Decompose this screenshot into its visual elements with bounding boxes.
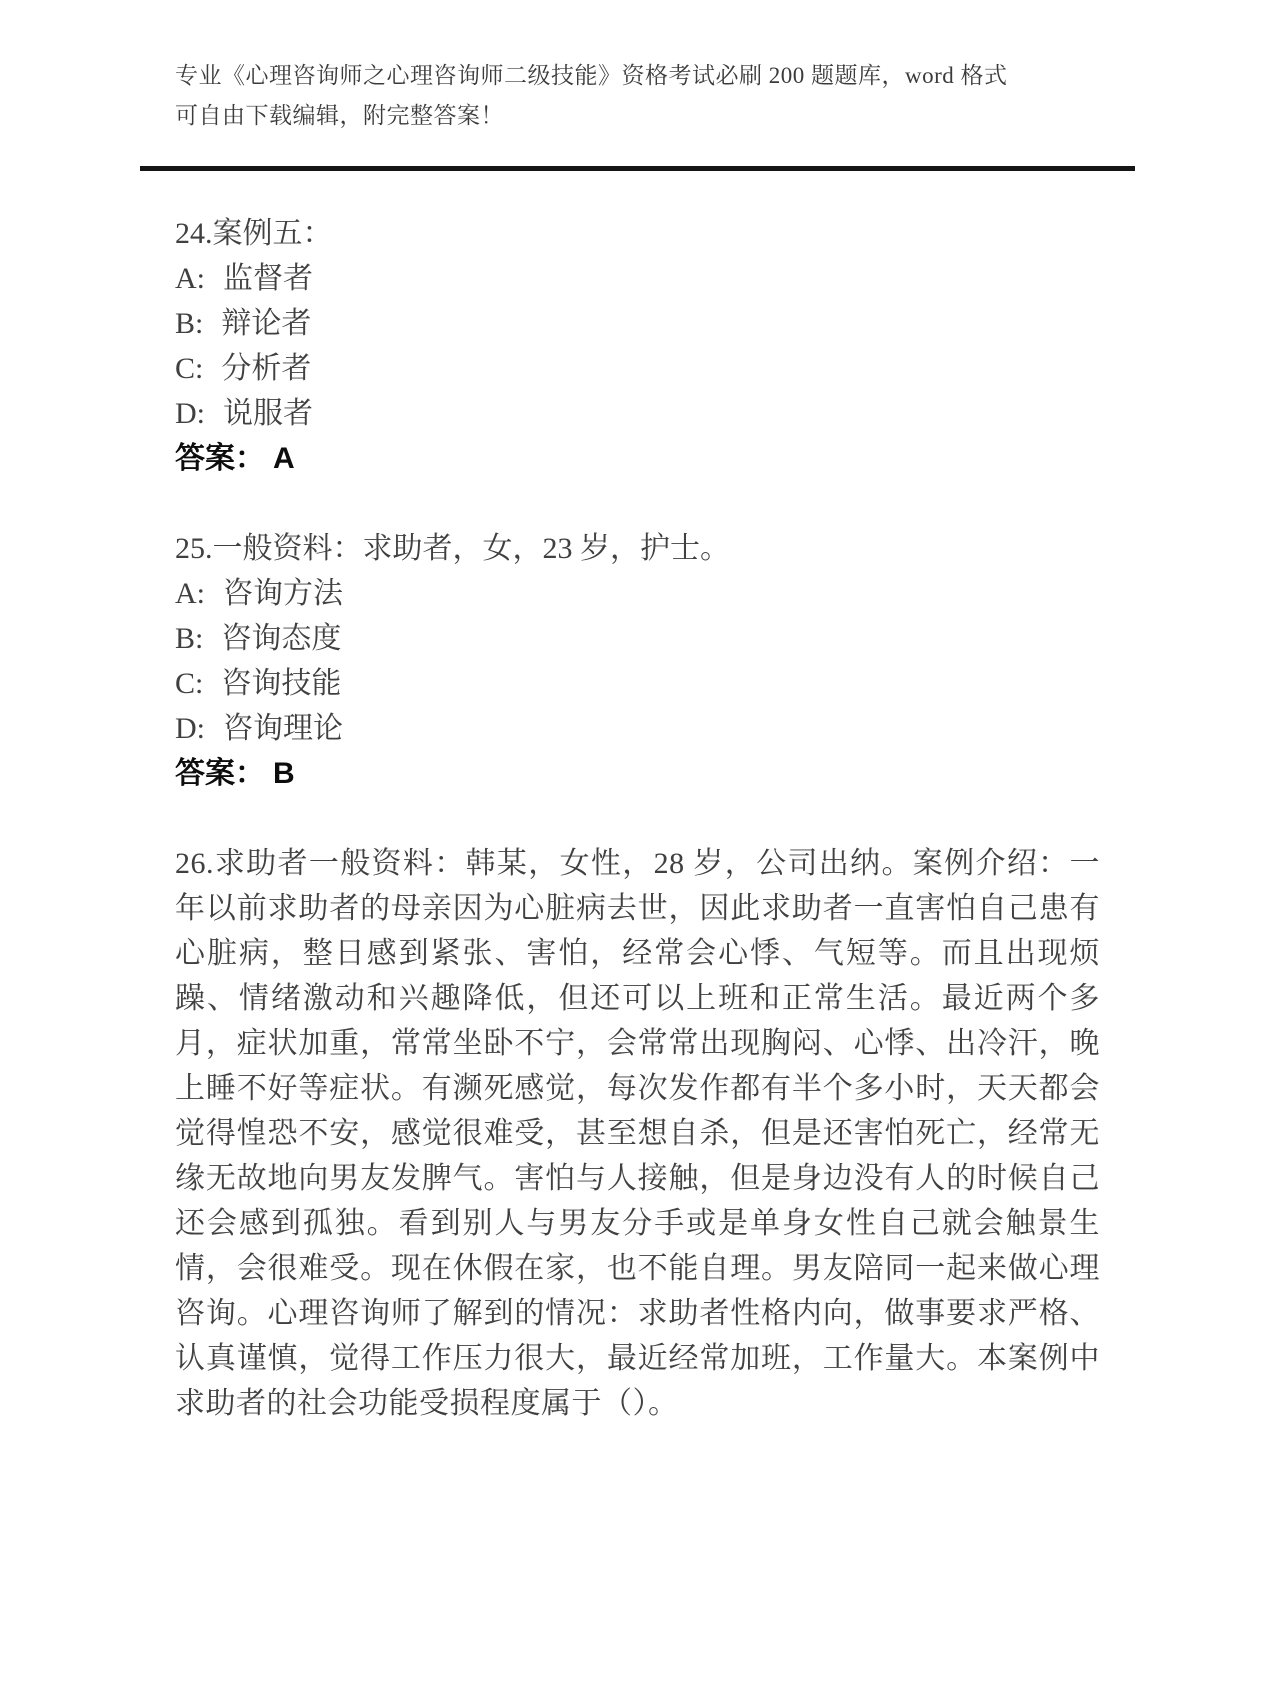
answer-value: B <box>273 757 295 790</box>
option-text: 咨询技能 <box>221 667 342 700</box>
option-text: 说服者 <box>223 397 313 430</box>
document-page <box>0 56 1275 1706</box>
option-text: 咨询理论 <box>223 712 343 745</box>
question-24-option-a <box>175 256 1100 301</box>
question-24-option-b <box>175 301 1100 346</box>
question-26-stem: 26.求助者一般资料：韩某，女性，28 岁，公司出纳。案例介绍：一年以前求助者的母亲因为心脏病去世，因此求助者一直害怕自己患有心脏病，整日感到紧张、害怕，经常会心悸、气短等。而且出现烦躁、情绪激动和兴趣降低，但还可以上班和正常生活。最近两个多月，症状加重，常常坐卧不宁，会常常出现胸闷、心悸、出冷汗，晚上睡不好等症状。有濒死感觉，每次发作都有半个多小时，天天都会觉得惶恐不安，感觉很难受，甚至想自杀，但是还害怕死亡，经常无缘无故地向男友发脾气。害怕与人接触，但是身边没有人的时候自己还会感到孤独。看到别人与男友分手或是单身女性自己就会触景生情，会很难受。现在休假在家，也不能自理。男友陪同一起来做心理咨询。心理咨询师了解到的情况：求助者性格内向，做事要求严格、认真谨慎，觉得工作压力很大，最近经常加班，工作量大。本案例中求助者的社会功能受损程度属于（）。 <box>175 847 1100 1420</box>
option-label: B: <box>175 307 204 340</box>
option-text: 咨询方法 <box>223 577 343 610</box>
question-25-option-c <box>175 661 1100 706</box>
header-divider-rule <box>140 166 1135 171</box>
document-body <box>175 211 1100 1426</box>
option-label: A: <box>175 262 205 295</box>
answer-label: 答案： <box>175 757 265 790</box>
question-25-option-b <box>175 616 1100 661</box>
question-26 <box>175 841 1100 1426</box>
question-25-stem: 25.一般资料：求助者，女，23 岁，护士。 <box>175 532 730 565</box>
option-label: C: <box>175 352 204 385</box>
option-text: 辩论者 <box>221 307 312 340</box>
question-25-answer <box>175 751 1100 796</box>
question-24-option-c <box>175 346 1100 391</box>
question-25 <box>175 526 1100 796</box>
option-label: B: <box>175 622 204 655</box>
option-label: D: <box>175 397 205 430</box>
answer-value: A <box>273 442 295 475</box>
option-text: 监督者 <box>223 262 313 295</box>
question-24-option-d <box>175 391 1100 436</box>
option-label: A: <box>175 577 205 610</box>
question-25-option-a <box>175 571 1100 616</box>
page-header <box>175 56 1100 136</box>
answer-label: 答案： <box>175 442 265 475</box>
question-24 <box>175 211 1100 481</box>
question-24-answer <box>175 436 1100 481</box>
header-line-1: 专业《心理咨询师之心理咨询师二级技能》资格考试必刷 200 题题库，word 格式 <box>175 63 1008 88</box>
option-text: 咨询态度 <box>221 622 342 655</box>
question-25-option-d <box>175 706 1100 751</box>
option-text: 分析者 <box>221 352 312 385</box>
header-line-2: 可自由下载编辑，附完整答案！ <box>175 103 504 128</box>
option-label: D: <box>175 712 205 745</box>
question-24-stem: 24.案例五： <box>175 217 333 250</box>
option-label: C: <box>175 667 204 700</box>
